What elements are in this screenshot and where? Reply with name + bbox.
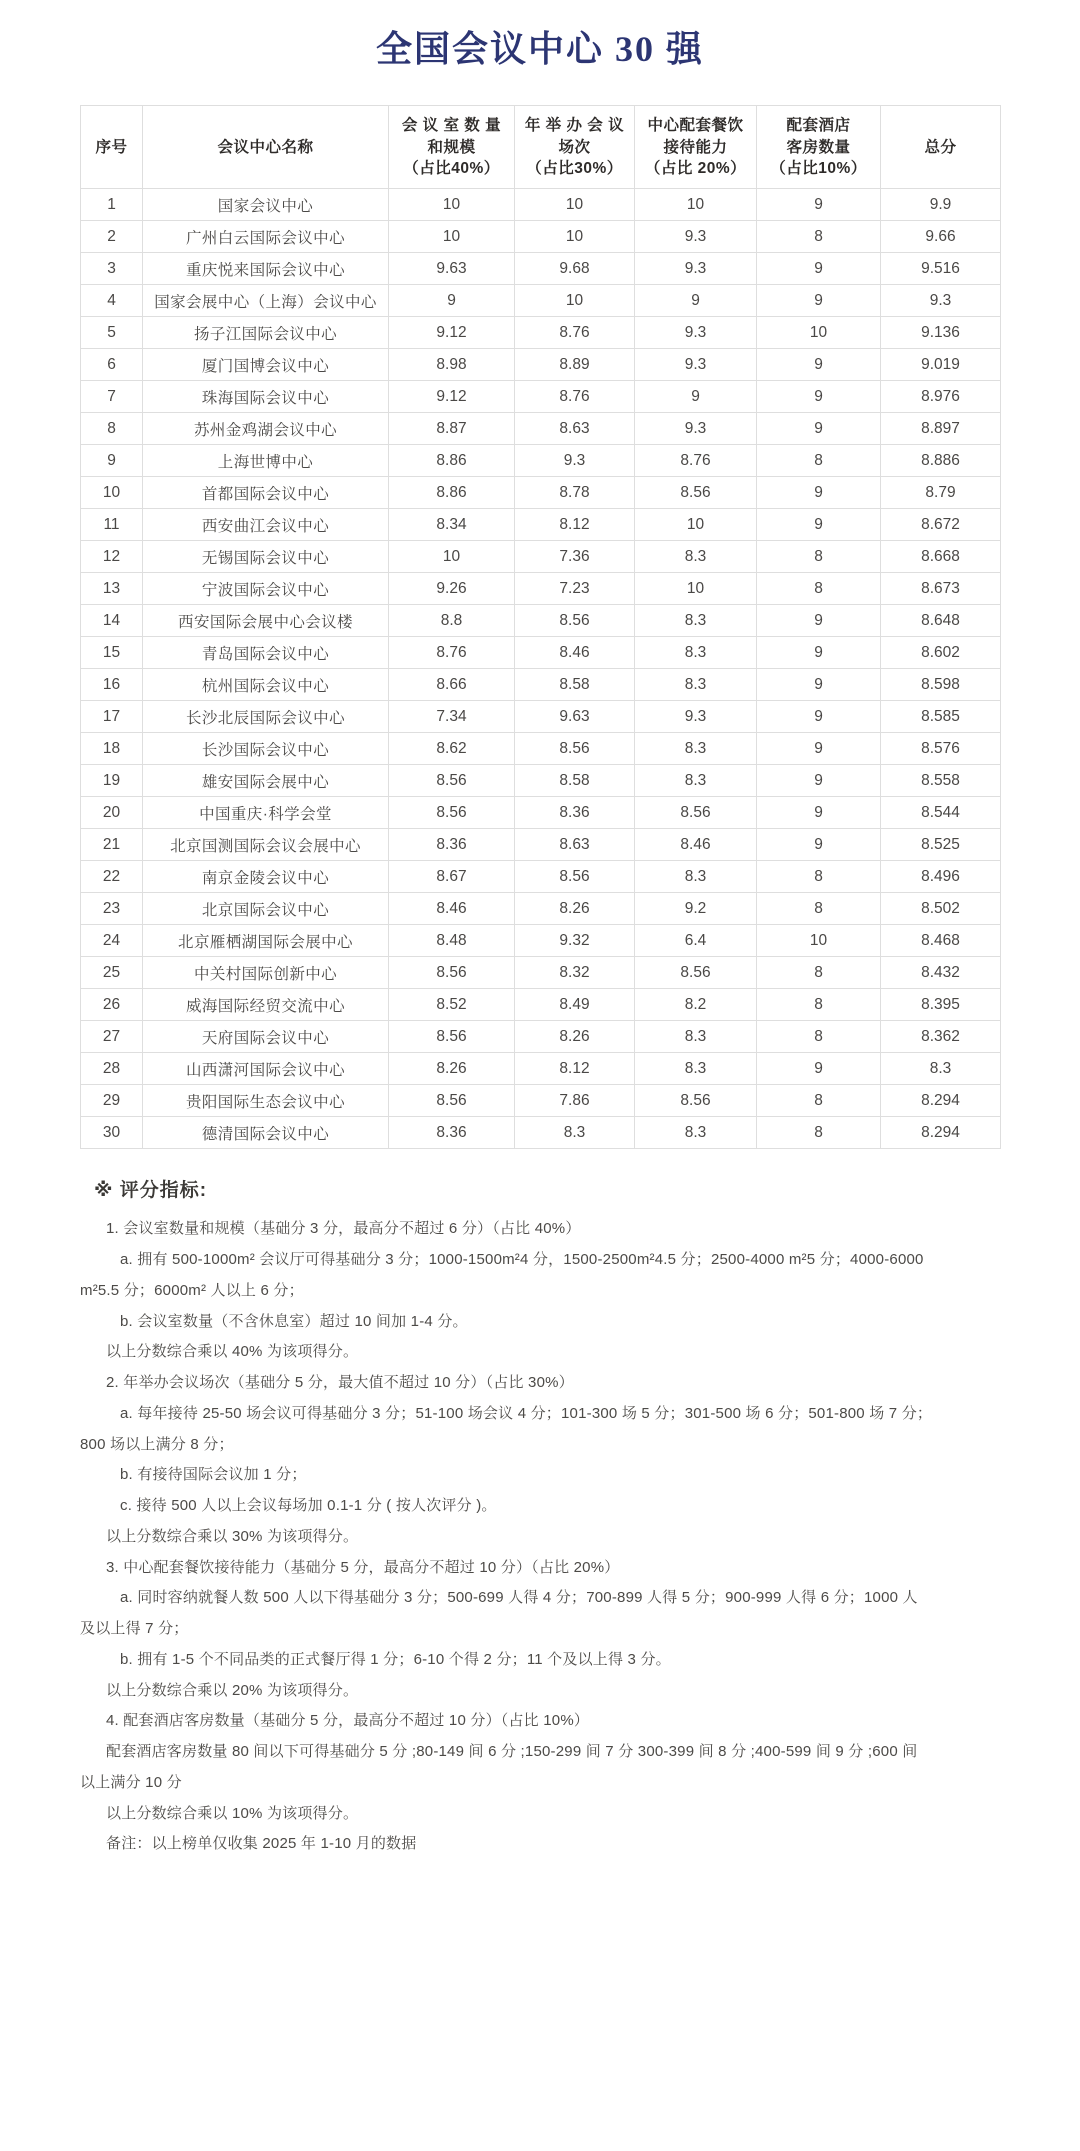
cell-rooms: 8.48 <box>389 925 515 957</box>
table-row <box>81 701 1001 733</box>
cell-catering: 8.56 <box>635 477 757 509</box>
table-row <box>81 573 1001 605</box>
cell-catering: 8.3 <box>635 1021 757 1053</box>
cell-rooms: 8.56 <box>389 1021 515 1053</box>
cell-name: 上海世博中心 <box>143 445 389 477</box>
cell-sessions: 8.36 <box>515 797 635 829</box>
column-header-line: （占比30%） <box>526 159 623 177</box>
cell-name: 南京金陵会议中心 <box>143 861 389 893</box>
cell-index: 27 <box>81 1021 143 1053</box>
scoring-criteria-line: b. 有接待国际会议加 1 分； <box>120 1466 307 1484</box>
title-container <box>0 0 1080 105</box>
cell-rooms: 10 <box>389 221 515 253</box>
cell-sessions: 8.12 <box>515 1053 635 1085</box>
cell-name: 西安国际会展中心会议楼 <box>143 605 389 637</box>
cell-index: 30 <box>81 1117 143 1149</box>
cell-sessions: 8.58 <box>515 669 635 701</box>
cell-sessions: 8.63 <box>515 829 635 861</box>
cell-hotel: 8 <box>757 541 881 573</box>
cell-index: 5 <box>81 317 143 349</box>
cell-catering: 8.56 <box>635 1085 757 1117</box>
cell-rooms: 8.62 <box>389 733 515 765</box>
cell-total: 9.019 <box>881 349 1001 381</box>
table-row <box>81 605 1001 637</box>
cell-index: 14 <box>81 605 143 637</box>
cell-total: 8.648 <box>881 605 1001 637</box>
column-header-name <box>143 106 389 189</box>
cell-index: 18 <box>81 733 143 765</box>
table-row <box>81 765 1001 797</box>
cell-hotel: 9 <box>757 829 881 861</box>
ranking-table-container <box>0 105 1080 1149</box>
table-row <box>81 445 1001 477</box>
cell-rooms: 10 <box>389 541 515 573</box>
cell-hotel: 9 <box>757 285 881 317</box>
cell-sessions: 8.63 <box>515 413 635 445</box>
table-row <box>81 957 1001 989</box>
table-row <box>81 1085 1001 1117</box>
cell-index: 8 <box>81 413 143 445</box>
cell-sessions: 8.3 <box>515 1117 635 1149</box>
column-header-line: 配套酒店 <box>786 117 851 135</box>
cell-catering: 9.3 <box>635 253 757 285</box>
cell-catering: 9.3 <box>635 413 757 445</box>
cell-index: 12 <box>81 541 143 573</box>
cell-hotel: 9 <box>757 1053 881 1085</box>
cell-total: 9.516 <box>881 253 1001 285</box>
table-row <box>81 541 1001 573</box>
cell-rooms: 8.67 <box>389 861 515 893</box>
cell-index: 21 <box>81 829 143 861</box>
cell-total: 8.897 <box>881 413 1001 445</box>
table-row <box>81 1053 1001 1085</box>
cell-total: 9.136 <box>881 317 1001 349</box>
table-row <box>81 637 1001 669</box>
ranking-table <box>80 105 1001 1149</box>
cell-rooms: 8.36 <box>389 829 515 861</box>
cell-rooms: 8.52 <box>389 989 515 1021</box>
column-header-line: 客房数量 <box>786 138 851 156</box>
column-header-line: 总分 <box>924 138 957 156</box>
cell-name: 青岛国际会议中心 <box>143 637 389 669</box>
table-row <box>81 413 1001 445</box>
scoring-criteria-line: 4. 配套酒店客房数量（基础分 5 分，最高分不超过 10 分）（占比 10%） <box>106 1712 590 1730</box>
cell-index: 19 <box>81 765 143 797</box>
table-row <box>81 349 1001 381</box>
cell-name: 国家会展中心（上海）会议中心 <box>143 285 389 317</box>
cell-rooms: 8.86 <box>389 477 515 509</box>
table-row <box>81 221 1001 253</box>
column-header-line: 会议中心名称 <box>217 138 314 156</box>
scoring-criteria-line: 备注：以上榜单仅收集 2025 年 1-10 月的数据 <box>106 1835 417 1853</box>
cell-hotel: 8 <box>757 893 881 925</box>
table-row <box>81 253 1001 285</box>
cell-hotel: 9 <box>757 669 881 701</box>
cell-catering: 8.3 <box>635 733 757 765</box>
cell-sessions: 9.3 <box>515 445 635 477</box>
cell-rooms: 8.86 <box>389 445 515 477</box>
cell-catering: 8.3 <box>635 637 757 669</box>
cell-total: 8.544 <box>881 797 1001 829</box>
cell-rooms: 9 <box>389 285 515 317</box>
scoring-criteria-line: 以上分数综合乘以 30% 为该项得分。 <box>106 1527 359 1545</box>
cell-hotel: 9 <box>757 765 881 797</box>
cell-total: 8.585 <box>881 701 1001 733</box>
scoring-criteria-section <box>0 1149 1080 1860</box>
table-row <box>81 733 1001 765</box>
column-header-total <box>881 106 1001 189</box>
cell-sessions: 9.63 <box>515 701 635 733</box>
cell-index: 6 <box>81 349 143 381</box>
cell-index: 4 <box>81 285 143 317</box>
cell-total: 8.598 <box>881 669 1001 701</box>
cell-sessions: 8.56 <box>515 605 635 637</box>
cell-index: 7 <box>81 381 143 413</box>
cell-total: 8.668 <box>881 541 1001 573</box>
cell-sessions: 10 <box>515 189 635 221</box>
cell-index: 25 <box>81 957 143 989</box>
table-row <box>81 381 1001 413</box>
cell-total: 8.496 <box>881 861 1001 893</box>
cell-rooms: 8.56 <box>389 765 515 797</box>
cell-catering: 8.76 <box>635 445 757 477</box>
cell-sessions: 8.12 <box>515 509 635 541</box>
cell-name: 宁波国际会议中心 <box>143 573 389 605</box>
cell-hotel: 8 <box>757 445 881 477</box>
cell-sessions: 8.32 <box>515 957 635 989</box>
cell-name: 长沙北辰国际会议中心 <box>143 701 389 733</box>
cell-catering: 10 <box>635 573 757 605</box>
cell-catering: 8.3 <box>635 765 757 797</box>
cell-catering: 8.3 <box>635 605 757 637</box>
cell-name: 珠海国际会议中心 <box>143 381 389 413</box>
cell-rooms: 9.12 <box>389 381 515 413</box>
cell-total: 8.976 <box>881 381 1001 413</box>
column-header-line: （占比10%） <box>770 159 867 177</box>
cell-catering: 8.3 <box>635 1117 757 1149</box>
cell-hotel: 9 <box>757 381 881 413</box>
cell-catering: 10 <box>635 189 757 221</box>
cell-name: 首都国际会议中心 <box>143 477 389 509</box>
cell-hotel: 9 <box>757 797 881 829</box>
cell-total: 8.3 <box>881 1053 1001 1085</box>
table-row <box>81 477 1001 509</box>
cell-hotel: 9 <box>757 413 881 445</box>
cell-hotel: 9 <box>757 189 881 221</box>
cell-catering: 8.56 <box>635 797 757 829</box>
cell-name: 山西潇河国际会议中心 <box>143 1053 389 1085</box>
cell-hotel: 9 <box>757 509 881 541</box>
cell-sessions: 8.78 <box>515 477 635 509</box>
cell-name: 中关村国际创新中心 <box>143 957 389 989</box>
scoring-criteria-line: a. 每年接待 25-50 场会议可得基础分 3 分；51-100 场会议 4 分；101-300 场 5 分；301-500 场 6 分；501-800 场 7 分； <box>120 1404 933 1422</box>
cell-index: 11 <box>81 509 143 541</box>
column-header-line: 年 举 办 会 议 <box>524 117 625 135</box>
cell-name: 重庆悦来国际会议中心 <box>143 253 389 285</box>
cell-hotel: 9 <box>757 605 881 637</box>
cell-name: 威海国际经贸交流中心 <box>143 989 389 1021</box>
scoring-criteria-line: 以上分数综合乘以 10% 为该项得分。 <box>106 1804 359 1822</box>
scoring-criteria-line: 2. 年举办会议场次（基础分 5 分，最大值不超过 10 分）（占比 30%） <box>106 1374 574 1392</box>
cell-total: 8.294 <box>881 1085 1001 1117</box>
column-header-sessions <box>515 106 635 189</box>
cell-rooms: 8.8 <box>389 605 515 637</box>
cell-sessions: 8.76 <box>515 381 635 413</box>
scoring-criteria-line: 3. 中心配套餐饮接待能力（基础分 5 分，最高分不超过 10 分）（占比 20%） <box>106 1558 620 1576</box>
cell-index: 20 <box>81 797 143 829</box>
cell-rooms: 8.98 <box>389 349 515 381</box>
cell-rooms: 10 <box>389 189 515 221</box>
scoring-criteria-line: a. 拥有 500-1000m² 会议厅可得基础分 3 分；1000-1500m²4 分，1500-2500m²4.5 分；2500-4000 m²5 分；4000-6000 <box>120 1251 924 1269</box>
cell-total: 9.9 <box>881 189 1001 221</box>
cell-catering: 10 <box>635 509 757 541</box>
cell-rooms: 8.36 <box>389 1117 515 1149</box>
cell-name: 北京国际会议中心 <box>143 893 389 925</box>
cell-hotel: 9 <box>757 733 881 765</box>
cell-hotel: 8 <box>757 989 881 1021</box>
table-row <box>81 1021 1001 1053</box>
cell-name: 扬子江国际会议中心 <box>143 317 389 349</box>
cell-catering: 8.2 <box>635 989 757 1021</box>
scoring-criteria-line: 以上分数综合乘以 40% 为该项得分。 <box>106 1343 359 1361</box>
cell-hotel: 10 <box>757 317 881 349</box>
cell-name: 西安曲江会议中心 <box>143 509 389 541</box>
cell-total: 9.3 <box>881 285 1001 317</box>
cell-hotel: 8 <box>757 573 881 605</box>
table-header <box>81 106 1001 189</box>
table-row <box>81 829 1001 861</box>
cell-sessions: 7.36 <box>515 541 635 573</box>
cell-total: 8.79 <box>881 477 1001 509</box>
cell-total: 8.294 <box>881 1117 1001 1149</box>
table-row <box>81 925 1001 957</box>
cell-sessions: 7.86 <box>515 1085 635 1117</box>
cell-total: 8.672 <box>881 509 1001 541</box>
cell-index: 16 <box>81 669 143 701</box>
cell-total: 8.558 <box>881 765 1001 797</box>
cell-index: 23 <box>81 893 143 925</box>
cell-hotel: 9 <box>757 637 881 669</box>
column-header-rooms <box>389 106 515 189</box>
column-header-line: 接待能力 <box>663 138 728 156</box>
cell-name: 长沙国际会议中心 <box>143 733 389 765</box>
cell-catering: 8.56 <box>635 957 757 989</box>
cell-sessions: 10 <box>515 221 635 253</box>
cell-catering: 9 <box>635 381 757 413</box>
cell-name: 贵阳国际生态会议中心 <box>143 1085 389 1117</box>
cell-hotel: 8 <box>757 1021 881 1053</box>
cell-catering: 9.3 <box>635 349 757 381</box>
cell-catering: 8.46 <box>635 829 757 861</box>
cell-catering: 9.3 <box>635 317 757 349</box>
cell-sessions: 10 <box>515 285 635 317</box>
cell-rooms: 8.76 <box>389 637 515 669</box>
cell-rooms: 8.34 <box>389 509 515 541</box>
scoring-criteria-line: c. 接待 500 人以上会议每场加 0.1-1 分 ( 按人次评分 )。 <box>120 1497 497 1515</box>
cell-index: 1 <box>81 189 143 221</box>
cell-rooms: 8.87 <box>389 413 515 445</box>
table-row <box>81 989 1001 1021</box>
column-header-index <box>81 106 143 189</box>
table-header-row <box>81 106 1001 189</box>
cell-total: 8.362 <box>881 1021 1001 1053</box>
cell-sessions: 8.89 <box>515 349 635 381</box>
table-row <box>81 893 1001 925</box>
cell-catering: 9.3 <box>635 701 757 733</box>
cell-hotel: 8 <box>757 221 881 253</box>
cell-name: 德清国际会议中心 <box>143 1117 389 1149</box>
column-header-catering <box>635 106 757 189</box>
cell-index: 29 <box>81 1085 143 1117</box>
cell-index: 13 <box>81 573 143 605</box>
scoring-criteria-line: a. 同时容纳就餐人数 500 人以下得基础分 3 分；500-699 人得 4 分；700-899 人得 5 分；900-999 人得 6 分；1000 人 <box>120 1589 918 1607</box>
cell-total: 8.673 <box>881 573 1001 605</box>
cell-rooms: 8.26 <box>389 1053 515 1085</box>
cell-catering: 9.3 <box>635 221 757 253</box>
cell-name: 国家会议中心 <box>143 189 389 221</box>
cell-rooms: 9.63 <box>389 253 515 285</box>
cell-total: 8.432 <box>881 957 1001 989</box>
cell-name: 北京雁栖湖国际会展中心 <box>143 925 389 957</box>
cell-index: 15 <box>81 637 143 669</box>
cell-total: 9.66 <box>881 221 1001 253</box>
table-row <box>81 669 1001 701</box>
cell-hotel: 8 <box>757 957 881 989</box>
cell-index: 24 <box>81 925 143 957</box>
cell-index: 3 <box>81 253 143 285</box>
cell-hotel: 9 <box>757 701 881 733</box>
cell-name: 苏州金鸡湖会议中心 <box>143 413 389 445</box>
scoring-criteria-line: m²5.5 分；6000m² 人以上 6 分； <box>80 1281 304 1299</box>
cell-sessions: 8.56 <box>515 861 635 893</box>
column-header-line: 序号 <box>95 138 128 156</box>
cell-index: 26 <box>81 989 143 1021</box>
cell-index: 28 <box>81 1053 143 1085</box>
cell-sessions: 8.76 <box>515 317 635 349</box>
table-row <box>81 317 1001 349</box>
table-row <box>81 285 1001 317</box>
table-row <box>81 189 1001 221</box>
scoring-criteria-line: 及以上得 7 分； <box>80 1620 189 1638</box>
table-row <box>81 861 1001 893</box>
scoring-criteria-lines <box>80 1214 1000 1860</box>
cell-sessions: 9.32 <box>515 925 635 957</box>
table-row <box>81 509 1001 541</box>
column-header-line: （占比 20%） <box>644 159 747 177</box>
cell-sessions: 8.46 <box>515 637 635 669</box>
cell-hotel: 8 <box>757 1117 881 1149</box>
page-title: 全国会议中心 30 强 <box>375 29 704 69</box>
scoring-criteria-line: b. 会议室数量（不含休息室）超过 10 间加 1-4 分。 <box>120 1312 468 1330</box>
cell-name: 无锡国际会议中心 <box>143 541 389 573</box>
cell-total: 8.886 <box>881 445 1001 477</box>
cell-hotel: 9 <box>757 253 881 285</box>
cell-index: 22 <box>81 861 143 893</box>
column-header-line: 和规模 <box>427 138 476 156</box>
column-header-hotel <box>757 106 881 189</box>
cell-index: 17 <box>81 701 143 733</box>
cell-rooms: 9.26 <box>389 573 515 605</box>
cell-index: 9 <box>81 445 143 477</box>
cell-sessions: 8.26 <box>515 1021 635 1053</box>
scoring-criteria-line: 以上分数综合乘以 20% 为该项得分。 <box>106 1681 359 1699</box>
cell-rooms: 8.56 <box>389 957 515 989</box>
cell-rooms: 8.56 <box>389 1085 515 1117</box>
cell-catering: 8.3 <box>635 669 757 701</box>
cell-total: 8.502 <box>881 893 1001 925</box>
column-header-line: 会 议 室 数 量 <box>401 117 502 135</box>
cell-catering: 8.3 <box>635 541 757 573</box>
cell-rooms: 8.46 <box>389 893 515 925</box>
cell-total: 8.576 <box>881 733 1001 765</box>
cell-name: 雄安国际会展中心 <box>143 765 389 797</box>
scoring-criteria-line: 800 场以上满分 8 分； <box>80 1435 234 1453</box>
scoring-criteria-line: b. 拥有 1-5 个不同品类的正式餐厅得 1 分；6-10 个得 2 分；11 个及以上得 3 分。 <box>120 1650 671 1668</box>
cell-hotel: 8 <box>757 861 881 893</box>
cell-sessions: 8.58 <box>515 765 635 797</box>
table-row <box>81 797 1001 829</box>
cell-name: 中国重庆·科学会堂 <box>143 797 389 829</box>
scoring-criteria-line: 1. 会议室数量和规模（基础分 3 分，最高分不超过 6 分）（占比 40%） <box>106 1220 581 1238</box>
cell-hotel: 8 <box>757 1085 881 1117</box>
cell-name: 广州白云国际会议中心 <box>143 221 389 253</box>
cell-total: 8.525 <box>881 829 1001 861</box>
cell-catering: 9 <box>635 285 757 317</box>
cell-catering: 8.3 <box>635 861 757 893</box>
cell-name: 天府国际会议中心 <box>143 1021 389 1053</box>
column-header-line: 场次 <box>558 138 591 156</box>
scoring-criteria-heading: ※ 评分指标: <box>94 1180 208 1202</box>
cell-total: 8.602 <box>881 637 1001 669</box>
cell-hotel: 10 <box>757 925 881 957</box>
scoring-criteria-line: 配套酒店客房数量 80 间以下可得基础分 5 分 ;80-149 间 6 分 ;150-299 间 7 分 300-399 间 8 分 ;400-599 间 9 分 ;600 间 <box>106 1743 918 1761</box>
cell-total: 8.468 <box>881 925 1001 957</box>
cell-rooms: 8.56 <box>389 797 515 829</box>
cell-catering: 6.4 <box>635 925 757 957</box>
table-body <box>81 189 1001 1149</box>
cell-sessions: 9.68 <box>515 253 635 285</box>
cell-rooms: 7.34 <box>389 701 515 733</box>
cell-catering: 9.2 <box>635 893 757 925</box>
cell-total: 8.395 <box>881 989 1001 1021</box>
cell-catering: 8.3 <box>635 1053 757 1085</box>
cell-name: 北京国测国际会议会展中心 <box>143 829 389 861</box>
cell-sessions: 7.23 <box>515 573 635 605</box>
cell-sessions: 8.56 <box>515 733 635 765</box>
cell-index: 2 <box>81 221 143 253</box>
cell-rooms: 9.12 <box>389 317 515 349</box>
table-row <box>81 1117 1001 1149</box>
cell-name: 厦门国博会议中心 <box>143 349 389 381</box>
column-header-line: 中心配套餐饮 <box>647 117 744 135</box>
cell-sessions: 8.49 <box>515 989 635 1021</box>
cell-hotel: 9 <box>757 349 881 381</box>
cell-name: 杭州国际会议中心 <box>143 669 389 701</box>
cell-sessions: 8.26 <box>515 893 635 925</box>
column-header-line: （占比40%） <box>403 159 500 177</box>
cell-hotel: 9 <box>757 477 881 509</box>
scoring-criteria-line: 以上满分 10 分 <box>80 1773 182 1791</box>
cell-rooms: 8.66 <box>389 669 515 701</box>
cell-index: 10 <box>81 477 143 509</box>
